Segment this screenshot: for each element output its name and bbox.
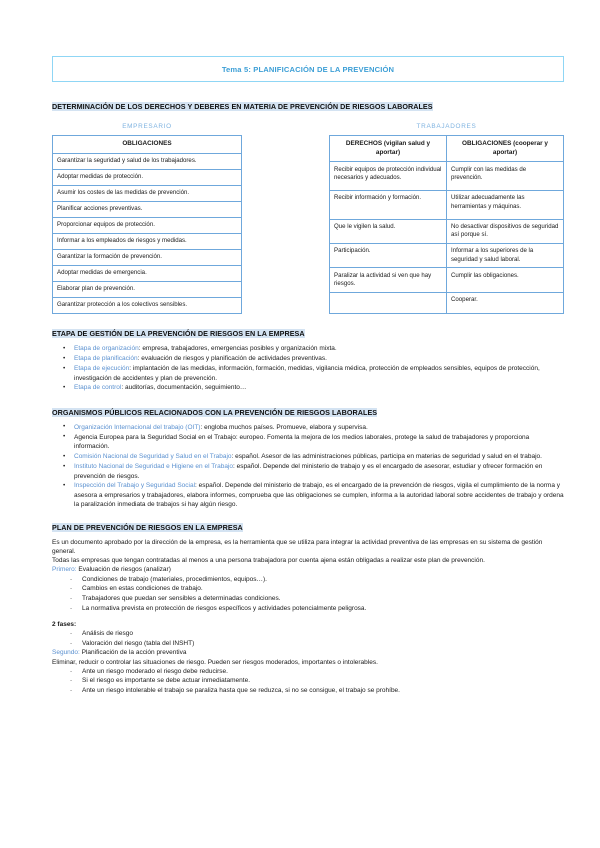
trabajadores-obligaciones-header: OBLIGACIONES (cooperar y aportar) [447,136,564,162]
list-item [52,462,564,481]
empresario-obligacion-cell: Adoptar medidas de emergencia. [53,265,242,281]
table-row [330,292,564,314]
organismo-sep: : [200,423,205,431]
table-row [330,191,564,220]
organismo-text: engloba muchos países. Promueve, elabora y supervisa. [204,423,368,431]
etapa-sep: : [121,384,125,392]
section-heading-organismos-wrap [52,402,564,420]
plan-primero-label: Primero: [52,566,77,574]
organismo-sep: : [195,482,199,490]
list-item: - La normativa prevista en protección de riesgos específicos y actividades potencialmente peligrosa. [52,604,564,614]
list-item [52,452,564,461]
etapa-term: Etapa de ejecución [74,365,130,373]
etapa-text: evaluación de riesgos y planificación de actividades preventivas. [141,355,327,363]
trabajador-derecho-cell: Recibir equipos de protección individual necesarios y adecuados. [330,162,447,191]
organismo-term: Organización Internacional del trabajo (OIT) [74,423,201,431]
table-row [53,281,242,297]
list-item [52,433,564,452]
table-row [53,169,242,185]
organismo-sep: : [233,463,237,471]
table-row [330,162,564,191]
table-row [53,297,242,313]
plan-paragraph-2: Todas las empresas que tengan contratadas al menos a una persona trabajadora por cuenta ajena están obligadas a realizar este plan de prevención. [52,557,485,565]
etapa-term: Etapa de organización [74,345,139,353]
list-item [52,383,564,392]
empresario-obligacion-cell: Informar a los empleados de riesgos y medidas. [53,233,242,249]
etapa-gestion-list [52,344,564,393]
empresario-obligacion-cell: Elaborar plan de prevención. [53,281,242,297]
table-header-row [330,136,564,162]
empresario-obligacion-cell: Asumir los costes de las medidas de prevención. [53,185,242,201]
trabajador-obligacion-cell: Cooperar. [447,292,564,314]
plan-segundo-intro: Eliminar, reducir o controlar las situaciones de riesgo. Pueden ser riesgos moderados, importantes o intolerables. [52,658,378,666]
organismo-sep: : [231,453,236,461]
trabajador-obligacion-cell: Cumplir con las medidas de prevención. [447,162,564,191]
etapa-sep: : [137,355,142,363]
tables-row [52,123,564,314]
organismo-term: Comisión Nacional de Seguridad y Salud en el Trabajo [74,453,232,461]
etapa-sep: : [138,345,143,353]
organismos-list [52,423,564,510]
trabajadores-table-block [329,123,564,314]
organismo-text: español. Asesor de las administraciones públicas, participa en materias de seguridad y salud en el trabajo. [235,453,542,461]
document-title-banner [52,56,564,82]
trabajador-derecho-cell-empty [330,292,447,314]
list-item [52,344,564,353]
plan-segundo-line [52,648,564,657]
organismo-term: Instituto Nacional de Seguridad e Higiene en el Trabajo [74,463,233,471]
empresario-table-block [52,123,242,314]
trabajadores-derechos-header: DERECHOS (vigilan salud y aportar) [330,136,447,162]
empresario-obligacion-cell: Garantizar protección a los colectivos sensibles. [53,297,242,313]
plan-fases-list [52,629,564,649]
table-row [53,249,242,265]
list-item: - Cambios en estas condiciones de trabajo. [52,584,564,594]
plan-primero-line [52,565,564,574]
etapa-text: empresa, trabajadores, emergencias posibles y organización mixta. [142,345,337,353]
organismo-text: Agencia Europea para la Seguridad Social en el Trabajo: europeo. Fomenta la mejora de los medios laborales, protege la salud de trabajadores y proporciona información. [74,433,530,451]
table-row [53,265,242,281]
list-item: - Condiciones de trabajo (materiales, procedimientos, equipos…). [52,575,564,585]
list-item: - Ante un riesgo intolerable el trabajo se paraliza hasta que se reduzca, si no se consigue, el trabajo se prohíbe. [52,686,564,696]
trabajadores-caption: TRABAJADORES [416,123,477,130]
plan-fases-label: 2 fases: [52,620,77,628]
empresario-caption: EMPRESARIO [122,123,172,130]
empresario-obligacion-cell: Garantizar la seguridad y salud de los trabajadores. [53,153,242,169]
section-heading-etapa-gestion: ETAPA DE GESTIÓN DE LA PREVENCIÓN DE RIESGOS EN LA EMPRESA [52,329,305,339]
plan-paragraph-1: Es un documento aprobado por la dirección de la empresa, es la herramienta que se utiliza para integrar la actividad preventiva de las empresas en su sistema de gestión general. [52,538,543,555]
etapa-text: auditorías, documentación, seguimiento… [124,384,247,392]
table-row [53,217,242,233]
list-item: - Trabajadores que puedan ser sensibles a determinadas condiciones. [52,594,564,604]
section-organismos [52,402,564,510]
trabajador-derecho-cell: Participación. [330,244,447,268]
section-etapa-gestion [52,323,564,393]
empresario-table-header: OBLIGACIONES [53,136,242,154]
trabajadores-derechos-obligaciones-table [329,135,564,314]
plan-segundo-text: Planificación de la acción preventiva [79,649,187,657]
section-heading-etapa-wrap [52,323,564,341]
etapa-sep: : [129,365,133,373]
etapa-text: implantación de las medidas, información, formación, medidas, vigilancia médica, protección de empleados sensibles, equipos de protección, investigación de accidentes y plan de prevención. [74,365,540,382]
page-title: Tema 5: PLANIFICACIÓN DE LA PREVENCIÓN [221,64,395,74]
empresario-obligacion-cell: Garantizar la formación de prevención. [53,249,242,265]
section-heading-plan: PLAN DE PREVENCIÓN DE RIESGOS EN LA EMPRESA [52,522,243,532]
plan-segundo-list [52,667,564,696]
empresario-obligacion-cell: Planificar acciones preventivas. [53,201,242,217]
table-row [330,244,564,268]
section-heading-determinacion: DETERMINACIÓN DE LOS DERECHOS Y DEBERES EN MATERIA DE PREVENCIÓN DE RIESGOS LABORALES [52,102,433,111]
list-item [52,423,564,432]
plan-primero-list [52,575,564,614]
plan-segundo-label: Segundo: [52,649,80,657]
organismo-text: español. Depende del ministerio de trabajo y es el encargado de asesorar, estudiar y ofrecer formación en prevención de riesgos. [74,463,543,480]
list-item: - Análisis de riesgo [52,629,564,639]
section-heading-plan-wrap [52,517,564,535]
table-row [53,185,242,201]
section-heading-determinacion-wrap [52,96,564,114]
table-row [53,201,242,217]
list-item [52,364,564,383]
trabajador-derecho-cell: Que le vigilen la salud. [330,219,447,243]
organismo-term: Inspección del Trabajo y Seguridad Social [74,482,196,490]
empresario-obligaciones-table [52,135,242,314]
trabajador-obligacion-cell: Informar a los superiores de la seguridad y salud laboral. [447,244,564,268]
list-item [52,481,564,509]
table-header-row [53,136,242,154]
trabajador-obligacion-cell: Cumplir las obligaciones. [447,268,564,292]
table-row [330,268,564,292]
organismo-text: español. Depende del ministerio de trabajo, es el encargado de la prevención de riesgos, vigila el cumplimiento de la norma y asesora a empresarios y trabajadores, elabora informes, comprueba que las obligaciones se cumplen, informa a la autoridad laboral sobre accidentes de trabajo y ordena la paralización inmediata de trabajos si hay algún riesgo. [74,482,564,509]
table-row [53,233,242,249]
trabajador-derecho-cell: Paralizar la actividad si ven que hay riesgos. [330,268,447,292]
empresario-obligacion-cell: Proporcionar equipos de protección. [53,217,242,233]
table-row [330,219,564,243]
list-item: - Si el riesgo es importante se debe actuar inmediatamente. [52,676,564,686]
etapa-term: Etapa de control [74,384,122,392]
trabajador-derecho-cell: Recibir información y formación. [330,191,447,220]
list-item: - Valoración del riesgo (tabla del INSHT) [52,639,564,649]
trabajador-obligacion-cell: No desactivar dispositivos de seguridad así porque sí. [447,219,564,243]
list-item: - Ante un riesgo moderado el riesgo debe reducirse. [52,667,564,677]
empresario-obligacion-cell: Adoptar medidas de protección. [53,169,242,185]
etapa-term: Etapa de planificación [74,355,138,363]
section-plan-prevencion [52,517,564,696]
list-item [52,354,564,363]
table-row [53,153,242,169]
plan-primero-text: Evaluación de riesgos (analizar) [76,566,171,574]
trabajador-obligacion-cell: Utilizar adecuadamente las herramientas y máquinas. [447,191,564,220]
section-heading-organismos: ORGANISMOS PÚBLICOS RELACIONADOS CON LA PREVENCIÓN DE RIESGOS LABORALES [52,407,378,417]
